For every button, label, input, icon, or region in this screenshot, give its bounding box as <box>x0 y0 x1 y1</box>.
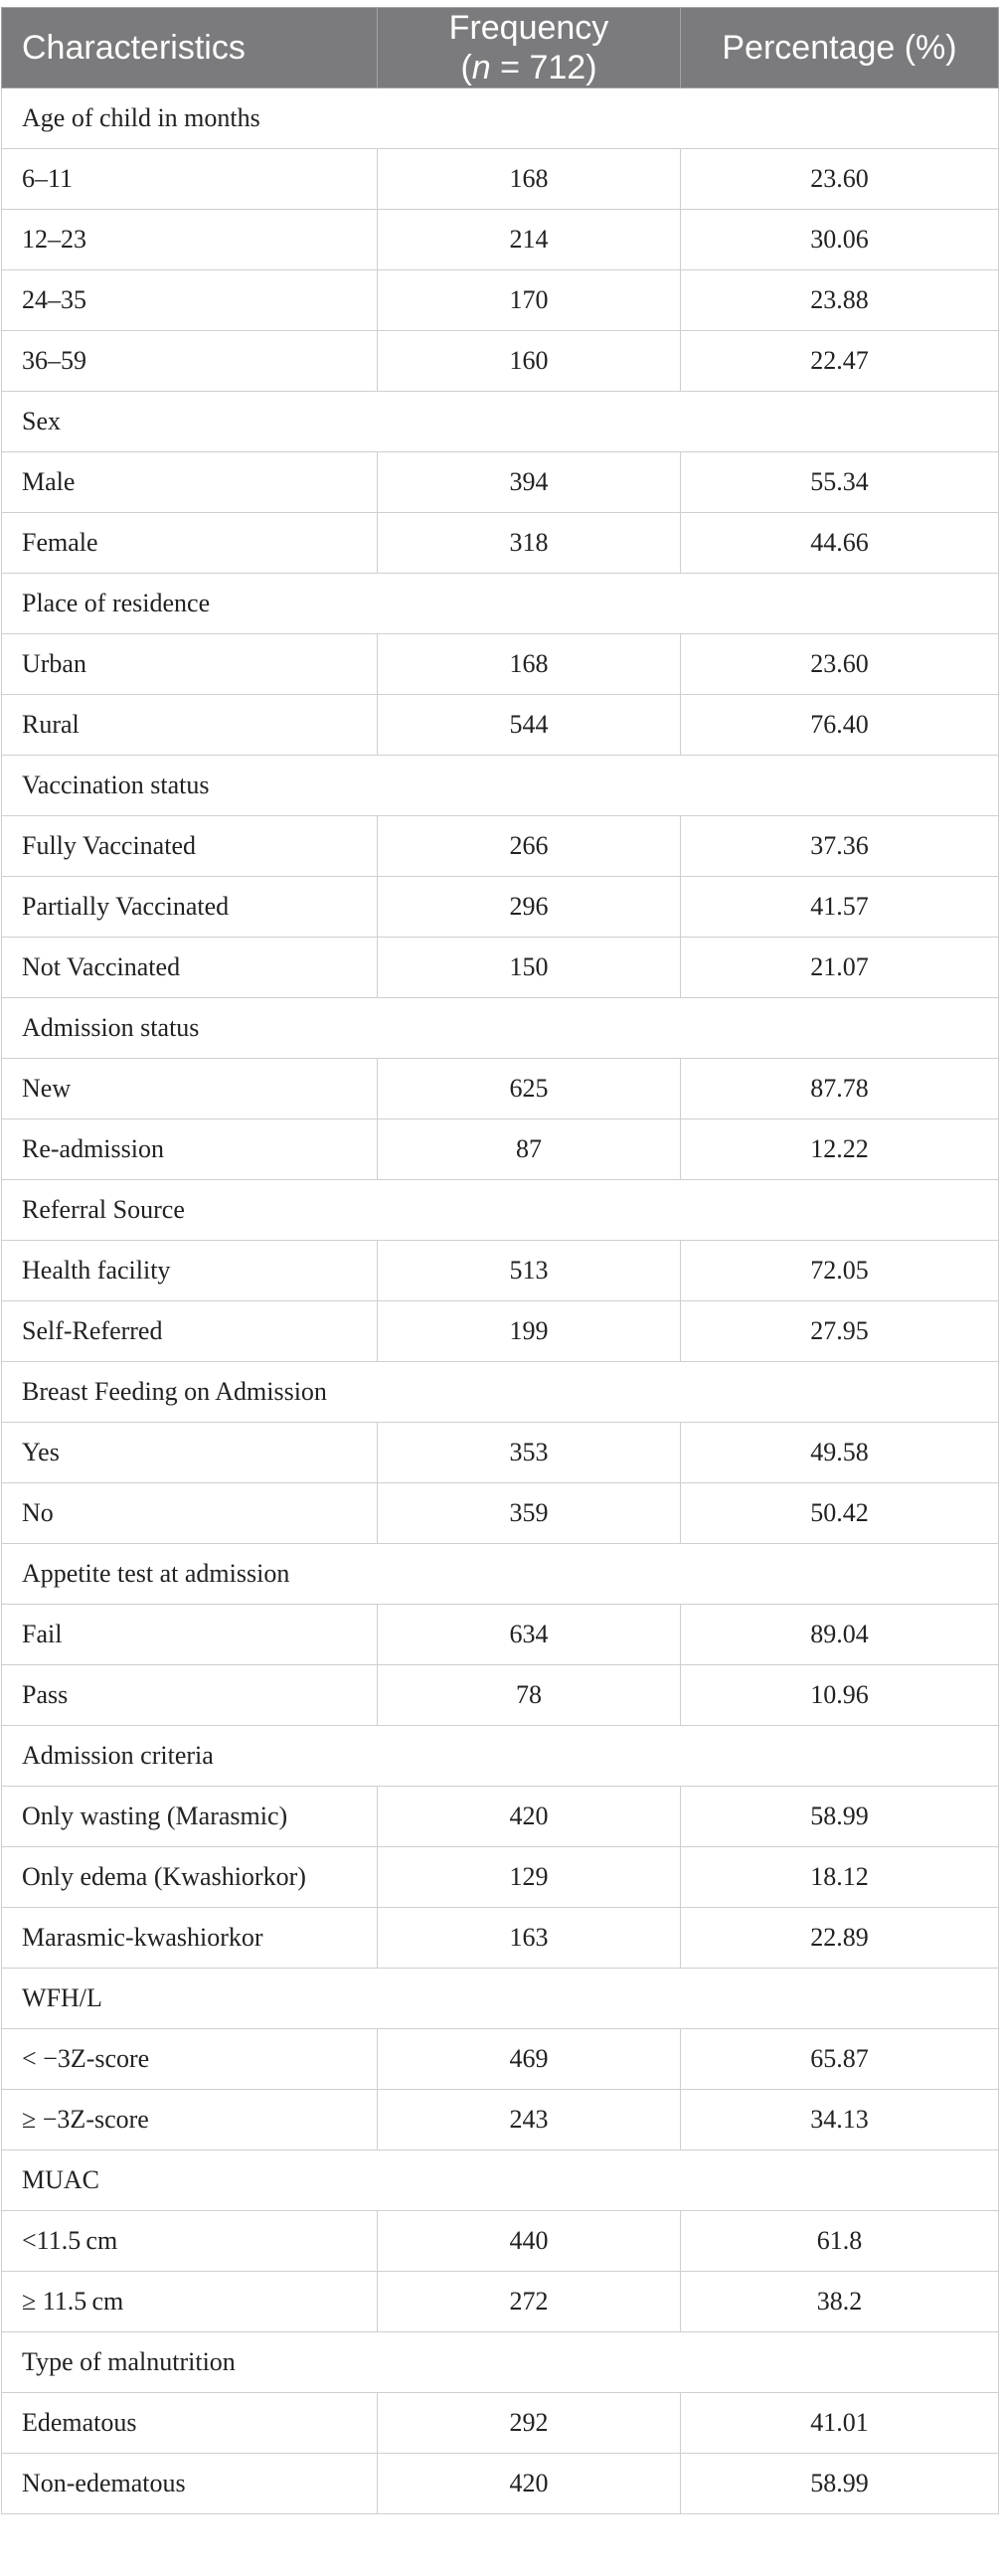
row-percentage: 23.60 <box>681 634 999 695</box>
row-percentage: 58.99 <box>681 2454 999 2514</box>
group-label: Referral Source <box>2 1180 999 1241</box>
group-row <box>2 2150 999 2211</box>
row-label: Pass <box>2 1665 378 1726</box>
row-percentage: 49.58 <box>681 1423 999 1483</box>
row-percentage: 18.12 <box>681 1847 999 1908</box>
group-row <box>2 1362 999 1423</box>
table-row <box>2 1908 999 1969</box>
group-row <box>2 1180 999 1241</box>
row-label: <11.5 cm <box>2 2211 378 2272</box>
table-row <box>2 1241 999 1301</box>
row-label: Yes <box>2 1423 378 1483</box>
row-label: Fail <box>2 1605 378 1665</box>
row-label: Marasmic-kwashiorkor <box>2 1908 378 1969</box>
group-row <box>2 392 999 452</box>
row-frequency: 170 <box>378 270 681 331</box>
row-frequency: 163 <box>378 1908 681 1969</box>
row-frequency: 634 <box>378 1605 681 1665</box>
row-frequency: 87 <box>378 1119 681 1180</box>
table-row <box>2 1787 999 1847</box>
header-frequency-label: Frequency <box>448 9 609 47</box>
header-n-suffix: = 712) <box>490 49 597 86</box>
row-percentage: 23.88 <box>681 270 999 331</box>
group-label: Appetite test at admission <box>2 1544 999 1605</box>
row-frequency: 78 <box>378 1665 681 1726</box>
row-percentage: 44.66 <box>681 513 999 574</box>
row-percentage: 41.01 <box>681 2393 999 2454</box>
row-label: Not Vaccinated <box>2 938 378 998</box>
table-row <box>2 2272 999 2332</box>
group-label: Age of child in months <box>2 88 999 149</box>
group-row <box>2 574 999 634</box>
table-row <box>2 695 999 756</box>
group-label: Sex <box>2 392 999 452</box>
row-frequency: 160 <box>378 331 681 392</box>
row-percentage: 12.22 <box>681 1119 999 1180</box>
table-row <box>2 2211 999 2272</box>
row-percentage: 34.13 <box>681 2090 999 2150</box>
row-frequency: 296 <box>378 877 681 938</box>
row-percentage: 38.2 <box>681 2272 999 2332</box>
table-row <box>2 210 999 270</box>
row-frequency: 266 <box>378 816 681 877</box>
row-label: Re-admission <box>2 1119 378 1180</box>
table-row <box>2 1423 999 1483</box>
row-frequency: 318 <box>378 513 681 574</box>
table-row <box>2 1483 999 1544</box>
table-row <box>2 331 999 392</box>
group-row <box>2 2332 999 2393</box>
row-label: Edematous <box>2 2393 378 2454</box>
row-label: 12–23 <box>2 210 378 270</box>
row-label: Partially Vaccinated <box>2 877 378 938</box>
group-row <box>2 1726 999 1787</box>
row-frequency: 625 <box>378 1059 681 1119</box>
row-percentage: 22.47 <box>681 331 999 392</box>
row-percentage: 21.07 <box>681 938 999 998</box>
row-label: Fully Vaccinated <box>2 816 378 877</box>
table-row <box>2 2454 999 2514</box>
table-row <box>2 1847 999 1908</box>
table-header <box>2 8 999 88</box>
row-frequency: 440 <box>378 2211 681 2272</box>
row-label: Urban <box>2 634 378 695</box>
row-frequency: 420 <box>378 1787 681 1847</box>
row-label: New <box>2 1059 378 1119</box>
table-row <box>2 877 999 938</box>
header-characteristics: Characteristics <box>2 8 378 88</box>
table-row <box>2 634 999 695</box>
header-n-prefix: ( <box>460 49 472 86</box>
row-frequency: 129 <box>378 1847 681 1908</box>
table-row <box>2 1665 999 1726</box>
table-row <box>2 938 999 998</box>
row-frequency: 420 <box>378 2454 681 2514</box>
row-percentage: 55.34 <box>681 452 999 513</box>
row-frequency: 214 <box>378 210 681 270</box>
row-frequency: 272 <box>378 2272 681 2332</box>
table-row <box>2 2090 999 2150</box>
row-frequency: 513 <box>378 1241 681 1301</box>
header-row <box>2 8 999 88</box>
row-label: Non-edematous <box>2 2454 378 2514</box>
row-frequency: 359 <box>378 1483 681 1544</box>
row-label: Self-Referred <box>2 1301 378 1362</box>
row-percentage: 41.57 <box>681 877 999 938</box>
header-percentage: Percentage (%) <box>681 8 999 88</box>
row-percentage: 27.95 <box>681 1301 999 1362</box>
row-frequency: 469 <box>378 2029 681 2090</box>
group-label: Breast Feeding on Admission <box>2 1362 999 1423</box>
row-percentage: 61.8 <box>681 2211 999 2272</box>
group-row <box>2 1544 999 1605</box>
table-row <box>2 816 999 877</box>
row-label: Rural <box>2 695 378 756</box>
group-label: MUAC <box>2 2150 999 2211</box>
table-row <box>2 1605 999 1665</box>
row-percentage: 72.05 <box>681 1241 999 1301</box>
characteristics-table <box>1 7 999 2514</box>
group-row <box>2 1969 999 2029</box>
group-row <box>2 88 999 149</box>
group-label: Admission criteria <box>2 1726 999 1787</box>
row-label: 36–59 <box>2 331 378 392</box>
row-percentage: 76.40 <box>681 695 999 756</box>
row-label: Female <box>2 513 378 574</box>
table-row <box>2 1059 999 1119</box>
row-frequency: 292 <box>378 2393 681 2454</box>
row-frequency: 168 <box>378 634 681 695</box>
row-label: 6–11 <box>2 149 378 210</box>
row-percentage: 58.99 <box>681 1787 999 1847</box>
table-row <box>2 1301 999 1362</box>
header-frequency-n <box>398 48 660 87</box>
row-percentage: 87.78 <box>681 1059 999 1119</box>
row-percentage: 65.87 <box>681 2029 999 2090</box>
row-label: < −3Z-score <box>2 2029 378 2090</box>
table-row <box>2 270 999 331</box>
group-label: Place of residence <box>2 574 999 634</box>
table-row <box>2 1119 999 1180</box>
row-percentage: 89.04 <box>681 1605 999 1665</box>
table-row <box>2 513 999 574</box>
table-row <box>2 149 999 210</box>
group-label: Admission status <box>2 998 999 1059</box>
header-frequency <box>378 8 681 88</box>
row-frequency: 168 <box>378 149 681 210</box>
row-percentage: 37.36 <box>681 816 999 877</box>
group-row <box>2 998 999 1059</box>
row-label: No <box>2 1483 378 1544</box>
group-label: Vaccination status <box>2 756 999 816</box>
row-percentage: 50.42 <box>681 1483 999 1544</box>
row-label: ≥ 11.5 cm <box>2 2272 378 2332</box>
row-label: ≥ −3Z-score <box>2 2090 378 2150</box>
table-body <box>2 88 999 2514</box>
row-label: Only wasting (Marasmic) <box>2 1787 378 1847</box>
header-n-variable: n <box>471 49 491 86</box>
row-frequency: 150 <box>378 938 681 998</box>
group-row <box>2 756 999 816</box>
group-label: WFH/L <box>2 1969 999 2029</box>
table-row <box>2 2029 999 2090</box>
row-label: Health facility <box>2 1241 378 1301</box>
row-frequency: 243 <box>378 2090 681 2150</box>
row-frequency: 544 <box>378 695 681 756</box>
row-frequency: 199 <box>378 1301 681 1362</box>
row-label: Only edema (Kwashiorkor) <box>2 1847 378 1908</box>
row-percentage: 10.96 <box>681 1665 999 1726</box>
table-row <box>2 452 999 513</box>
row-percentage: 22.89 <box>681 1908 999 1969</box>
row-frequency: 394 <box>378 452 681 513</box>
row-percentage: 23.60 <box>681 149 999 210</box>
table-row <box>2 2393 999 2454</box>
row-percentage: 30.06 <box>681 210 999 270</box>
row-label: Male <box>2 452 378 513</box>
group-label: Type of malnutrition <box>2 2332 999 2393</box>
row-label: 24–35 <box>2 270 378 331</box>
row-frequency: 353 <box>378 1423 681 1483</box>
